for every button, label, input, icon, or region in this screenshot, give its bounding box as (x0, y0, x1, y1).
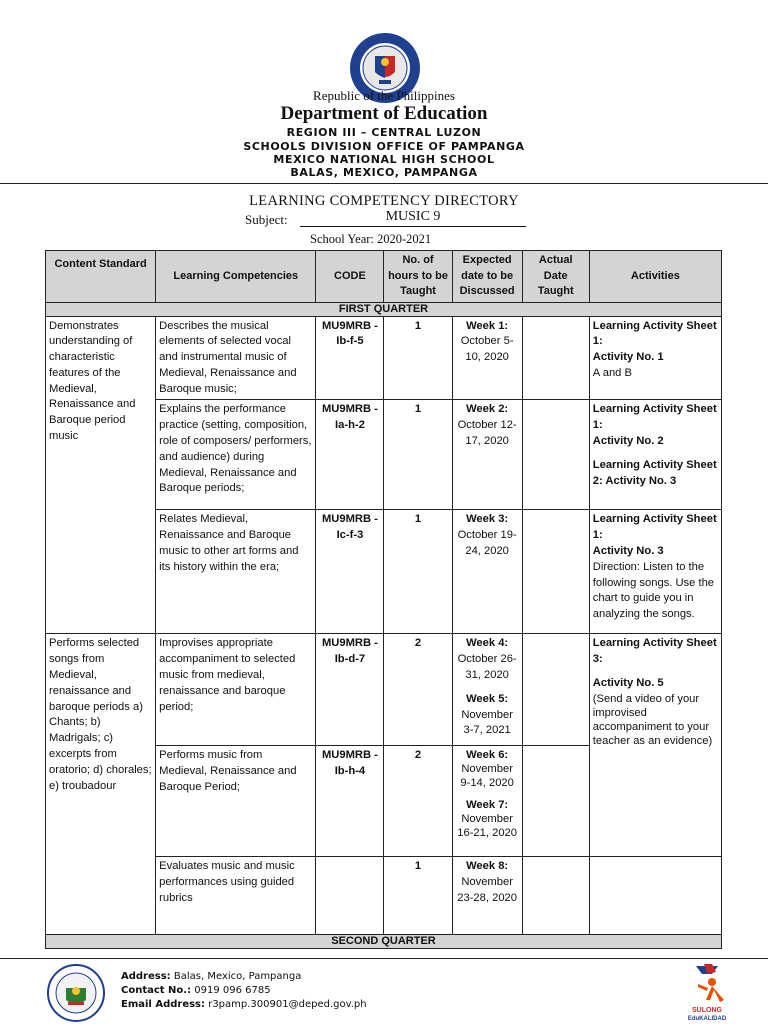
location-line: BALAS, MEXICO, PAMPANGA (290, 166, 478, 179)
competency-table (45, 250, 722, 949)
actual-date-cell (522, 316, 589, 400)
footer-address (121, 971, 301, 982)
footer-divider (0, 958, 768, 959)
date-range: November 9-14, 2020 (460, 763, 514, 790)
quarter-label: FIRST QUARTER (46, 302, 722, 316)
code-cell: MU9MRB -Ib-h-4 (316, 746, 384, 857)
email-value: r3pamp.300901@deped.gov.ph (208, 999, 367, 1010)
header-divider (0, 183, 768, 184)
col-hours: No. of hours to be Taught (384, 251, 452, 303)
week-label: Week 1: (466, 319, 509, 332)
activity-number: Activity No. 3 (592, 545, 664, 558)
subject-label: Subject: (245, 212, 288, 227)
footer-email (121, 999, 367, 1010)
code-cell (316, 857, 384, 935)
week-label: Week 3: (466, 513, 509, 526)
address-label: Address: (121, 971, 171, 982)
code-cell: MU9MRB -Ic-f-3 (316, 510, 384, 634)
activity-text: (Send a video of your improvised accompaniment to your teacher as an evidence) (592, 692, 713, 747)
activities-cell (589, 634, 721, 857)
activity-text: A and B (592, 366, 632, 379)
activity-sheet-2: Learning Activity Sheet 2: Activity No. 3 (592, 458, 717, 487)
date-range: October 12-17, 2020 (457, 419, 517, 448)
table-header-row (46, 251, 722, 303)
quarter-row (46, 935, 722, 949)
code-cell: MU9MRB -Ia-h-2 (316, 400, 384, 510)
actual-date-cell (522, 634, 589, 746)
address-value: Balas, Mexico, Pampanga (173, 971, 302, 982)
table-row (46, 316, 722, 400)
date-range: October 19-24, 2020 (457, 529, 517, 558)
activities-cell (589, 400, 721, 510)
competency-cell: Evaluates music and music performances using guided rubrics (156, 857, 316, 935)
hours-cell: 1 (384, 316, 452, 400)
division-line: SCHOOLS DIVISION OFFICE OF PAMPANGA (243, 140, 525, 153)
week-label: Week 2: (466, 403, 509, 416)
email-label: Email Address: (121, 999, 206, 1010)
code-cell: MU9MRB -Ib-d-7 (316, 634, 384, 746)
republic-line: Republic of the Philippines (313, 88, 455, 103)
school-logo (40, 964, 112, 1022)
actual-date-cell (522, 510, 589, 634)
contact-label: Contact No.: (121, 985, 192, 996)
svg-text:SULONG: SULONG (692, 1007, 722, 1014)
subject-underline (300, 226, 526, 227)
content-standard-cell: Demonstrates understanding of characteristic features of the Medieval, Renaissance and Baroque period music (46, 316, 156, 634)
actual-date-cell (522, 857, 589, 935)
activity-sheet: Learning Activity Sheet 1: (592, 403, 717, 432)
competency-cell: Performs music from Medieval, Renaissance and Baroque Period; (156, 746, 316, 857)
col-learning-competencies: Learning Competencies (156, 251, 316, 303)
competency-cell: Describes the musical elements of selected vocal and instrumental music of Medieval, Renaissance and Baroque music; (156, 316, 316, 400)
activity-sheet: Learning Activity Sheet 1: (592, 319, 717, 348)
week-label: Week 4: (466, 637, 509, 650)
department-title: Department of Education (280, 103, 488, 124)
date-range-2: November 3-7, 2021 (461, 708, 513, 737)
date-range: November 23-28, 2020 (457, 876, 517, 905)
activity-number: Activity No. 5 (592, 677, 664, 690)
svg-text:EduKALIDAD: EduKALIDAD (687, 1016, 727, 1022)
expected-date-cell (452, 510, 522, 634)
table-row (46, 634, 722, 746)
document-title: LEARNING COMPETENCY DIRECTORY (249, 193, 519, 209)
expected-date-cell (452, 857, 522, 935)
content-standard-cell: Performs selected songs from Medieval, renaissance and baroque periods a) Chants; b) Madrigals; c) excerpts from oratorio; d) chorales; e) troubadour (46, 634, 156, 935)
col-expected-date: Expected date to be Discussed (452, 251, 522, 303)
expected-date-cell (452, 746, 522, 857)
week-label: Week 8: (466, 860, 509, 873)
footer-contact (121, 985, 271, 996)
date-range: October 5-10, 2020 (460, 335, 514, 364)
quarter-row (46, 302, 722, 316)
col-activities: Activities (589, 251, 721, 303)
activity-text: Direction: Listen to the following songs. Use the chart to guide you in analyzing the songs. (592, 560, 715, 621)
week-label-2: Week 5: (466, 692, 509, 705)
activity-number: Activity No. 1 (592, 351, 664, 364)
activity-number: Activity No. 2 (592, 435, 664, 448)
date-range-2: November 16-21, 2020 (457, 813, 517, 840)
expected-date-cell (452, 400, 522, 510)
competency-cell: Explains the performance practice (setting, composition, role of composers/ performers, and audience) during Medieval, Renaissance and Baroque periods; (156, 400, 316, 510)
expected-date-cell (452, 316, 522, 400)
date-range: October 26-31, 2020 (457, 653, 517, 682)
quarter-label: SECOND QUARTER (46, 935, 722, 949)
activities-cell (589, 316, 721, 400)
region-line: REGION III – CENTRAL LUZON (286, 126, 482, 139)
hours-cell: 2 (384, 746, 452, 857)
code-cell: MU9MRB -Ib-f-5 (316, 316, 384, 400)
week-label-2: Week 7: (466, 799, 509, 812)
actual-date-cell (522, 746, 589, 857)
activity-sheet: Learning Activity Sheet 1: (592, 513, 717, 542)
hours-cell: 1 (384, 400, 452, 510)
col-code: CODE (316, 251, 384, 303)
week-label: Week 6: (466, 749, 509, 762)
competency-cell: Relates Medieval, Renaissance and Baroque music to other art forms and its history within the era; (156, 510, 316, 634)
hours-cell: 1 (384, 510, 452, 634)
school-line: MEXICO NATIONAL HIGH SCHOOL (273, 153, 495, 166)
col-actual-date: Actual Date Taught (522, 251, 589, 303)
col-content-standard: Content Standard (46, 251, 156, 303)
activities-cell (589, 510, 721, 634)
actual-date-cell (522, 400, 589, 510)
expected-date-cell (452, 634, 522, 746)
sulong-edukalidad-logo (672, 960, 742, 1022)
activity-sheet: Learning Activity Sheet 3: (592, 637, 717, 666)
school-year: School Year: 2020-2021 (310, 232, 432, 246)
hours-cell: 1 (384, 857, 452, 935)
competency-cell: Improvises appropriate accompaniment to selected music from medieval, renaissance and baroque period; (156, 634, 316, 746)
activities-cell (589, 857, 721, 935)
subject-value: MUSIC 9 (385, 209, 441, 224)
hours-cell: 2 (384, 634, 452, 746)
contact-value: 0919 096 6785 (194, 985, 271, 996)
